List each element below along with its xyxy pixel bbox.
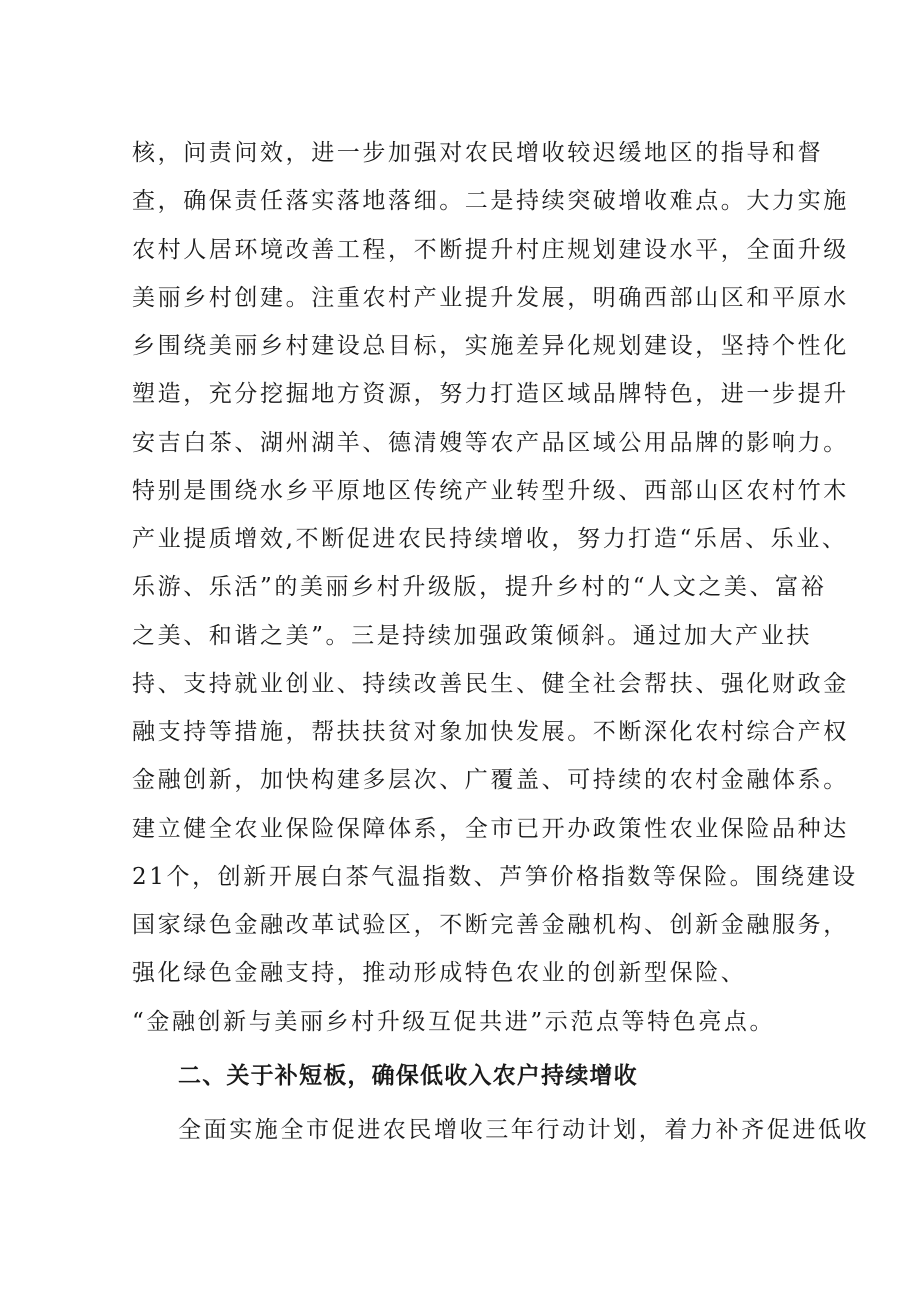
body-text-line: 农村人居环境改善工程，不断提升村庄规划建设水平，全面升级: [132, 237, 849, 263]
body-text-line: 强化绿色金融支持，推动形成特色农业的创新型保险、: [132, 960, 747, 986]
body-text-line: 之美、和谐之美”。三是持续加强政策倾斜。通过加大产业扶: [132, 623, 812, 649]
body-text-line: 乐游、乐活”的美丽乡村升级版，提升乡村的“人文之美、富裕: [132, 574, 827, 600]
body-text-line: 特别是围绕水乡平原地区传统产业转型升级、西部山区农村竹木: [132, 478, 849, 504]
body-text-line: 塑造，充分挖掘地方资源，努力打造区域品牌特色，进一步提升: [132, 381, 849, 407]
body-text-line: 查，确保责任落实落地落细。二是持续突破增收难点。大力实施: [132, 188, 849, 214]
body-text-line: 建立健全农业保险保障体系，全市已开办政策性农业保险品种达: [132, 816, 849, 842]
body-text-line: 金融创新，加快构建多层次、广覆盖、可持续的农村金融体系。: [132, 767, 849, 793]
body-text-line: “金融创新与美丽乡村升级互促共进”示范点等特色亮点。: [132, 1009, 776, 1035]
body-text-line: 美丽乡村创建。注重农村产业提升发展，明确西部山区和平原水: [132, 285, 849, 311]
body-text-line: 乡围绕美丽乡村建设总目标，实施差异化规划建设，坚持个性化: [132, 333, 849, 359]
body-text-line: 持、支持就业创业、持续改善民生、健全社会帮扶、强化财政金: [132, 671, 849, 697]
body-text-line: 国家绿色金融改革试验区，不断完善金融机构、创新金融服务，: [132, 912, 849, 938]
body-text-line: 融支持等措施，帮扶扶贫对象加快发展。不断深化农村综合产权: [132, 719, 849, 745]
section-heading: 二、关于补短板，确保低收入农户持续增收: [178, 1063, 638, 1089]
body-text-line: 产业提质增效,不断促进农民持续增收，努力打造“乐居、乐业、: [132, 526, 848, 552]
body-text-line: 全面实施全市促进农民增收三年行动计划，着力补齐促进低收: [178, 1117, 870, 1143]
body-text-line: 21个，创新开展白茶气温指数、芦笋价格指数等保险。围绕建设: [132, 864, 858, 890]
body-text-line: 安吉白茶、湖州湖羊、德清嫂等农产品区域公用品牌的影响力。: [132, 430, 849, 456]
body-text-line: 核，问责问效，进一步加强对农民增收较迟缓地区的指导和督: [132, 140, 824, 166]
